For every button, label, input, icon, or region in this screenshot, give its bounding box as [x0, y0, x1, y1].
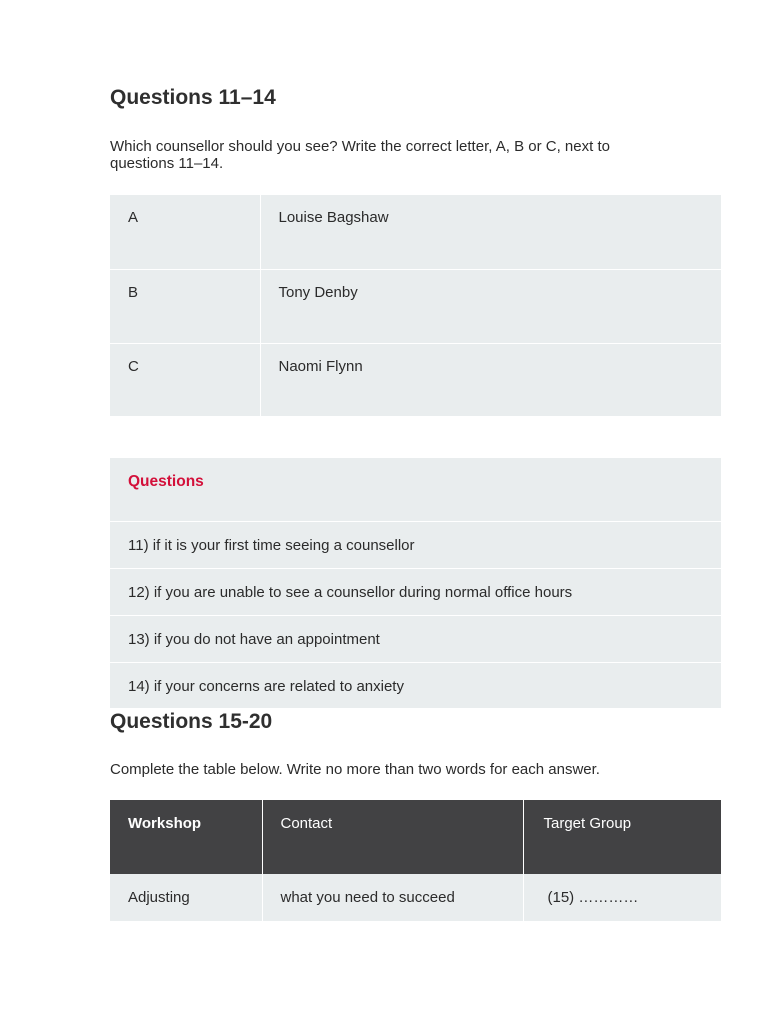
- question-item: 12) if you are unable to see a counsellor during normal office hours: [110, 568, 721, 615]
- counsellor-name: Naomi Flynn: [260, 343, 721, 416]
- questions-header: Questions: [110, 458, 721, 521]
- column-header-workshop: Workshop: [110, 800, 262, 874]
- table-row: [110, 615, 721, 662]
- table-cell-target-group: (15) …………: [523, 874, 721, 921]
- workshop-table: [110, 800, 721, 921]
- table-row: [110, 269, 721, 343]
- table-row: [110, 343, 721, 416]
- column-header-contact: Contact: [262, 800, 523, 874]
- counsellor-table: [110, 195, 721, 416]
- counsellor-name: Louise Bagshaw: [260, 195, 721, 269]
- counsellor-letter: B: [110, 269, 260, 343]
- table-row: [110, 195, 721, 269]
- counsellor-letter: A: [110, 195, 260, 269]
- question-item: 11) if it is your first time seeing a counsellor: [110, 521, 721, 568]
- table-row: [110, 568, 721, 615]
- counsellor-letter: C: [110, 343, 260, 416]
- questions-table: [110, 458, 721, 708]
- table-cell-workshop: Adjusting: [110, 874, 262, 921]
- table-header-row: [110, 458, 721, 521]
- table-row: [110, 874, 721, 921]
- question-item: 14) if your concerns are related to anxiety: [110, 662, 721, 708]
- instruction-text-15-20: Complete the table below. Write no more than two words for each answer.: [110, 761, 600, 778]
- column-header-target-group: Target Group: [523, 800, 721, 874]
- instruction-text-11-14: Which counsellor should you see? Write the correct letter, A, B or C, next to questions 11–14.: [110, 138, 610, 172]
- counsellor-name: Tony Denby: [260, 269, 721, 343]
- question-item: 13) if you do not have an appointment: [110, 615, 721, 662]
- table-row: [110, 662, 721, 708]
- table-cell-contact: what you need to succeed: [262, 874, 523, 921]
- section-heading-11-14: Questions 11–14: [110, 86, 276, 109]
- table-header-row: [110, 800, 721, 874]
- section-heading-15-20: Questions 15-20: [110, 710, 273, 733]
- table-row: [110, 521, 721, 568]
